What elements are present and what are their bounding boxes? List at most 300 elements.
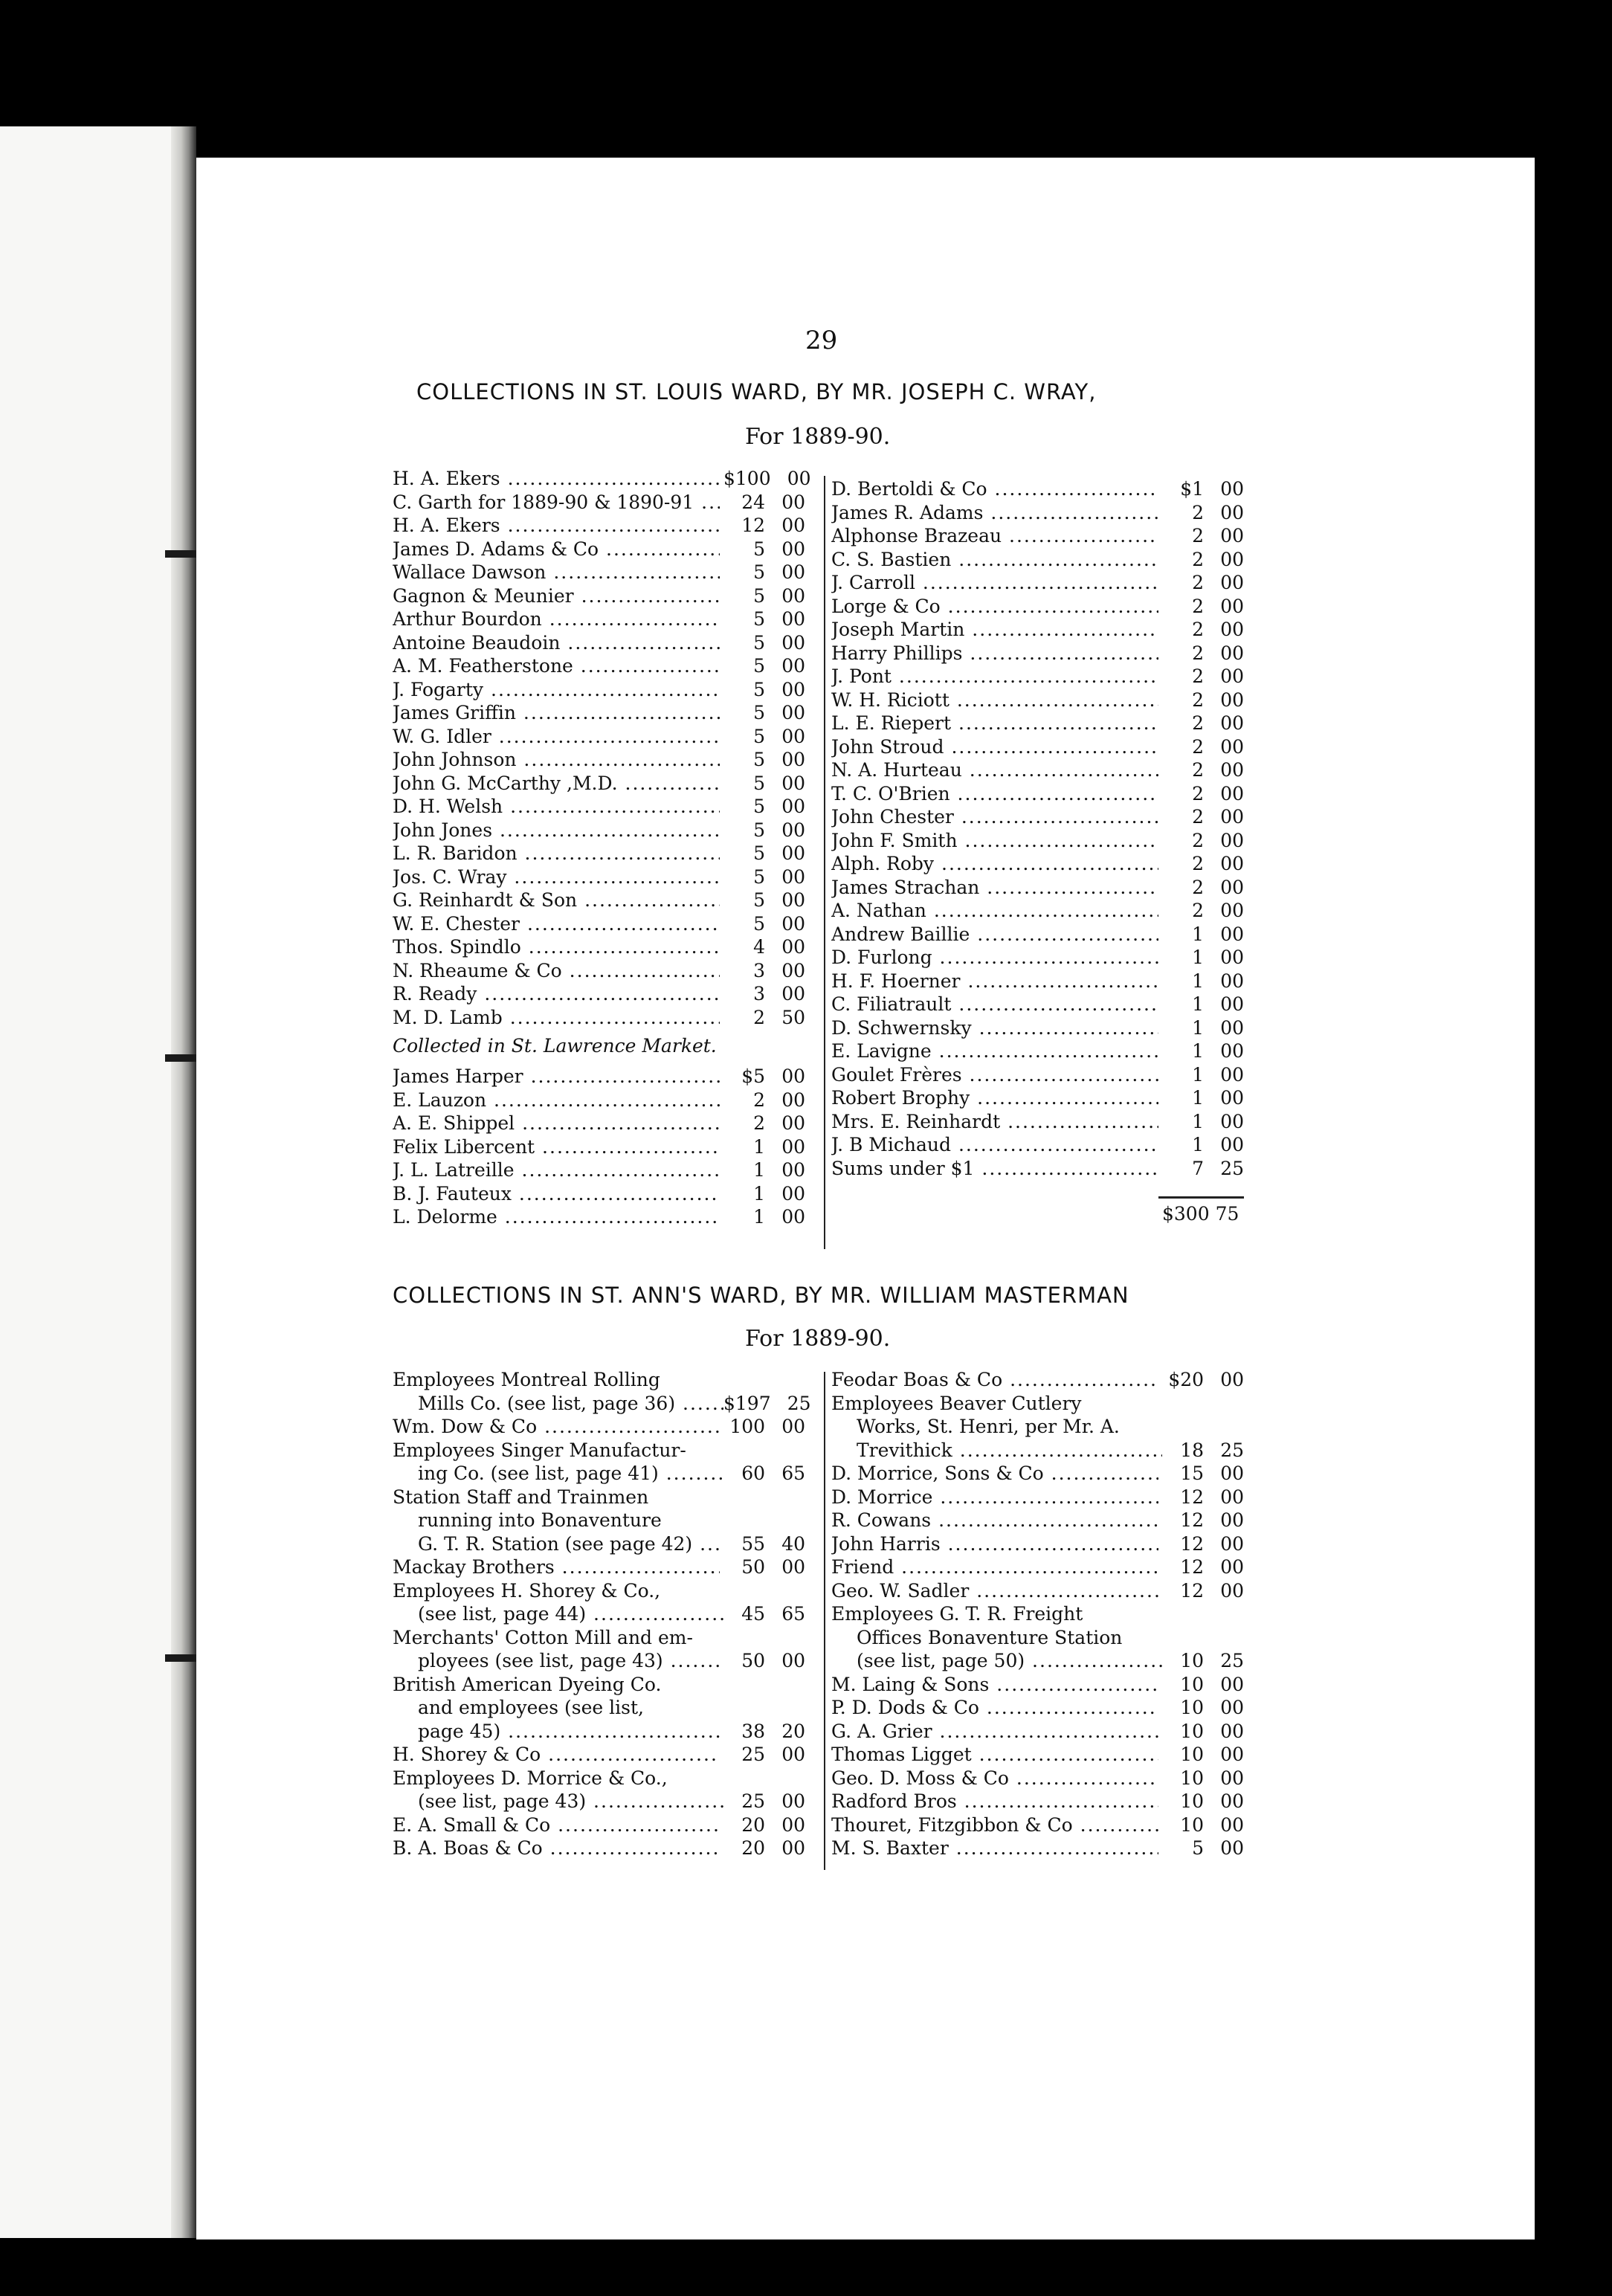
entry-name: J. Pont ..... bbox=[831, 665, 1158, 689]
entry-amount bbox=[723, 1006, 805, 1030]
entry-name: D. Bertoldi & Co ..... bbox=[831, 477, 1158, 501]
entry-amount bbox=[1162, 642, 1244, 665]
entry-amount bbox=[723, 1813, 805, 1837]
amount-dollars: 1 bbox=[753, 1206, 766, 1228]
ledger-entry bbox=[831, 1368, 1244, 1392]
amount-cents: 00 bbox=[781, 983, 805, 1004]
entry-name: James Griffin ..... bbox=[393, 701, 720, 725]
amount-cents: 00 bbox=[1220, 1016, 1244, 1039]
amount-dollars: 1 bbox=[1192, 1087, 1205, 1109]
ledger-entry bbox=[831, 946, 1244, 970]
entry-amount bbox=[1162, 805, 1244, 829]
entry-name: G. Reinhardt & Son ..... bbox=[393, 889, 720, 912]
amount-dollars: 5 bbox=[753, 538, 766, 560]
ledger-entry bbox=[393, 1089, 805, 1112]
entry-name: Mrs. E. Reinhardt ..... bbox=[831, 1110, 1158, 1134]
entry-amount bbox=[723, 1135, 805, 1159]
amount-dollars: 5 bbox=[753, 749, 766, 770]
entry-amount bbox=[1162, 1133, 1244, 1157]
amount-cents: 00 bbox=[1220, 501, 1244, 523]
entry-amount bbox=[1162, 1086, 1244, 1110]
ledger-entry bbox=[831, 1720, 1244, 1744]
entry-amount bbox=[1162, 1532, 1244, 1556]
entry-name: T. C. O'Brien ..... bbox=[831, 782, 1158, 806]
amount-cents: 00 bbox=[1220, 923, 1244, 945]
amount-dollars: $100 bbox=[723, 468, 771, 489]
entry-name: C. S. Bastien ..... bbox=[831, 548, 1158, 572]
amount-cents: 00 bbox=[781, 1790, 805, 1812]
amount-cents: 00 bbox=[1220, 572, 1244, 593]
entry-name: Thomas Ligget ..... bbox=[831, 1743, 1158, 1767]
entry-amount bbox=[1162, 595, 1244, 619]
amount-dollars: 2 bbox=[1192, 572, 1205, 593]
entry-amount bbox=[723, 538, 805, 561]
amount-cents: 00 bbox=[781, 1089, 805, 1111]
amount-dollars: 2 bbox=[1192, 900, 1205, 921]
amount-cents: 00 bbox=[1220, 993, 1244, 1015]
entry-amount bbox=[1162, 1649, 1244, 1673]
ledger-entry bbox=[831, 642, 1244, 665]
entry-name: (see list, page 50) ..... bbox=[831, 1649, 1184, 1673]
amount-cents: 25 bbox=[787, 1392, 811, 1414]
amount-cents: 00 bbox=[781, 1556, 805, 1578]
ledger-entry bbox=[393, 1790, 805, 1813]
entry-amount bbox=[723, 795, 805, 819]
market-subheading: Collected in St. Lawrence Market. bbox=[393, 1035, 717, 1057]
entry-name: Wm. Dow & Co ..... bbox=[393, 1415, 720, 1439]
entry-name: Geo. W. Sadler ..... bbox=[831, 1579, 1158, 1603]
entry-name: (see list, page 44) ..... bbox=[393, 1602, 745, 1626]
amount-dollars: 1 bbox=[1192, 1134, 1205, 1155]
st-louis-right-column bbox=[831, 477, 1244, 1180]
entry-name: H. A. Ekers ..... bbox=[393, 514, 720, 538]
ledger-entry bbox=[831, 618, 1244, 642]
entry-amount bbox=[1162, 712, 1244, 735]
amount-dollars: 5 bbox=[1192, 1837, 1205, 1859]
amount-dollars: 5 bbox=[753, 842, 766, 864]
amount-cents: 00 bbox=[781, 1112, 805, 1134]
ledger-entry bbox=[831, 571, 1244, 595]
amount-cents: 00 bbox=[1220, 642, 1244, 664]
ledger-entry bbox=[393, 1392, 811, 1416]
subtitle-text: For 1889-90. bbox=[745, 424, 891, 450]
amount-dollars: 5 bbox=[753, 678, 766, 700]
entry-amount bbox=[723, 819, 805, 842]
amount-cents: 00 bbox=[781, 538, 805, 560]
amount-cents: 00 bbox=[1220, 1720, 1244, 1742]
amount-dollars: 1 bbox=[1192, 970, 1205, 992]
entry-name: H. A. Ekers ..... bbox=[393, 467, 720, 491]
ledger-entry bbox=[393, 1462, 805, 1486]
amount-cents: 00 bbox=[1220, 595, 1244, 617]
ledger-entry bbox=[393, 538, 805, 561]
entry-amount bbox=[1162, 1813, 1244, 1837]
entry-amount bbox=[1162, 571, 1244, 595]
entry-name: J. Carroll ..... bbox=[831, 571, 1158, 595]
amount-cents: 00 bbox=[1220, 1744, 1244, 1765]
entry-amount bbox=[723, 1649, 805, 1673]
amount-dollars: 20 bbox=[741, 1813, 766, 1836]
ledger-entry bbox=[393, 889, 805, 912]
amount-cents: 00 bbox=[781, 865, 805, 888]
ledger-entry bbox=[831, 712, 1244, 735]
entry-amount bbox=[723, 607, 805, 631]
entry-amount bbox=[723, 1158, 805, 1182]
facing-page-edge bbox=[0, 126, 195, 2238]
amount-cents: 00 bbox=[781, 819, 805, 841]
ledger-entry bbox=[831, 1486, 1244, 1509]
ledger-entry bbox=[393, 1813, 805, 1837]
ledger-entry bbox=[393, 1532, 805, 1556]
section-subtitle-st-louis bbox=[745, 424, 890, 450]
entry-amount bbox=[1162, 1555, 1244, 1579]
ledger-entry bbox=[831, 876, 1244, 900]
amount-dollars: 10 bbox=[1180, 1697, 1205, 1718]
amount-cents: 00 bbox=[781, 1744, 805, 1765]
amount-dollars: 10 bbox=[1180, 1720, 1205, 1742]
entry-name: C. Filiatrault ..... bbox=[831, 993, 1158, 1016]
entry-amount bbox=[1162, 1673, 1244, 1697]
amount-dollars: 1 bbox=[1192, 923, 1205, 945]
ledger-entry bbox=[831, 1086, 1244, 1110]
ledger-entry bbox=[393, 514, 805, 538]
amount-cents: 00 bbox=[781, 725, 805, 747]
amount-dollars: 60 bbox=[741, 1463, 766, 1484]
entry-name: Joseph Martin ..... bbox=[831, 618, 1158, 642]
ledger-entry bbox=[831, 993, 1244, 1016]
amount-cents: 00 bbox=[781, 1206, 805, 1228]
entry-amount bbox=[1162, 899, 1244, 923]
entry-amount bbox=[723, 1720, 805, 1744]
entry-name: Wallace Dawson ..... bbox=[393, 561, 720, 584]
entry-amount bbox=[1162, 1462, 1244, 1486]
amount-dollars: 2 bbox=[1192, 548, 1205, 570]
amount-cents: 00 bbox=[1220, 1673, 1244, 1695]
entry-amount bbox=[723, 982, 805, 1006]
amount-cents: 00 bbox=[1220, 900, 1244, 921]
amount-cents: 00 bbox=[781, 515, 805, 536]
ledger-entry bbox=[831, 1532, 1244, 1556]
amount-cents: 00 bbox=[1220, 759, 1244, 781]
amount-cents: 00 bbox=[781, 749, 805, 770]
amount-dollars: 2 bbox=[753, 1112, 766, 1134]
ledger-entry bbox=[831, 524, 1244, 548]
entry-name: A. E. Shippel ..... bbox=[393, 1112, 720, 1135]
ledger-entry bbox=[393, 748, 805, 772]
entry-name: E. Lauzon ..... bbox=[393, 1089, 720, 1112]
amount-dollars: 5 bbox=[753, 889, 766, 911]
ledger-entry bbox=[831, 1462, 1244, 1486]
ledger-entry bbox=[831, 665, 1244, 689]
entry-name: Alphonse Brazeau ..... bbox=[831, 524, 1158, 548]
entry-name: M. D. Lamb ..... bbox=[393, 1006, 720, 1030]
entry-amount bbox=[723, 959, 805, 983]
entry-amount bbox=[1162, 501, 1244, 525]
entry-name: John Stroud ..... bbox=[831, 735, 1158, 759]
entry-continuation-line: Offices Bonaventure Station bbox=[857, 1626, 1123, 1648]
amount-cents: 00 bbox=[781, 1650, 805, 1671]
entry-name: E. A. Small & Co ..... bbox=[393, 1813, 720, 1837]
ledger-entry bbox=[831, 1649, 1244, 1673]
entry-name: C. Garth for 1889-90 & 1890-91 ..... bbox=[393, 491, 720, 515]
ledger-entry bbox=[831, 899, 1244, 923]
entry-name: Harry Phillips ..... bbox=[831, 642, 1158, 665]
entry-name: H. F. Hoerner ..... bbox=[831, 970, 1158, 993]
ledger-entry bbox=[393, 1602, 805, 1626]
amount-dollars: 2 bbox=[1192, 876, 1205, 898]
amount-dollars: 12 bbox=[1180, 1556, 1205, 1578]
book-spine bbox=[171, 126, 196, 2238]
market-list bbox=[393, 1065, 805, 1229]
ledger-entry bbox=[393, 1112, 805, 1135]
entry-name: Lorge & Co ..... bbox=[831, 595, 1158, 619]
entry-amount bbox=[723, 701, 805, 725]
st-anns-left-list bbox=[393, 1368, 811, 1860]
entry-name: Feodar Boas & Co ..... bbox=[831, 1368, 1158, 1392]
ledger-entry bbox=[393, 795, 805, 819]
entry-name: D. Morrice ..... bbox=[831, 1486, 1158, 1509]
entry-amount bbox=[1162, 1720, 1244, 1744]
entry-name: W. G. Idler ..... bbox=[393, 725, 720, 749]
entry-amount bbox=[1162, 618, 1244, 642]
entry-amount bbox=[1162, 735, 1244, 759]
amount-cents: 00 bbox=[781, 842, 805, 864]
amount-dollars: 1 bbox=[1192, 993, 1205, 1015]
entry-name: R. Ready ..... bbox=[393, 982, 720, 1006]
amount-dollars: 38 bbox=[741, 1720, 766, 1742]
amount-cents: 00 bbox=[1220, 1790, 1244, 1812]
amount-dollars: 50 bbox=[741, 1650, 766, 1671]
amount-dollars: 12 bbox=[1180, 1532, 1205, 1555]
amount-cents: 00 bbox=[1220, 1110, 1244, 1132]
entry-amount bbox=[1162, 1439, 1244, 1463]
amount-dollars: 12 bbox=[1180, 1579, 1205, 1602]
amount-cents: 65 bbox=[781, 1463, 805, 1484]
amount-dollars: 2 bbox=[1192, 619, 1205, 640]
entry-name: N. A. Hurteau ..... bbox=[831, 758, 1158, 782]
ledger-entry bbox=[393, 982, 805, 1006]
amount-cents: 00 bbox=[1220, 619, 1244, 640]
ledger-entry bbox=[831, 548, 1244, 572]
entry-amount bbox=[723, 1392, 811, 1416]
amount-cents: 00 bbox=[1220, 1486, 1244, 1508]
section-subtitle-st-anns bbox=[745, 1326, 890, 1352]
amount-dollars: 5 bbox=[753, 655, 766, 677]
entry-amount bbox=[1162, 876, 1244, 900]
entry-name: B. J. Fauteux ..... bbox=[393, 1182, 720, 1206]
column-divider bbox=[824, 476, 825, 1249]
entry-amount bbox=[1162, 477, 1244, 501]
ledger-entry bbox=[393, 1158, 805, 1182]
amount-dollars: 1 bbox=[1192, 1040, 1205, 1062]
entry-name: Arthur Bourdon ..... bbox=[393, 607, 720, 631]
entry-name: James Harper ..... bbox=[393, 1065, 720, 1089]
amount-dollars: 20 bbox=[741, 1837, 766, 1859]
page-number: 29 bbox=[805, 326, 838, 355]
entry-amount bbox=[1162, 1790, 1244, 1813]
st-louis-total bbox=[1162, 1203, 1239, 1225]
ledger-entry bbox=[831, 477, 1244, 501]
ledger-entry bbox=[393, 912, 805, 936]
entry-name: B. A. Boas & Co ..... bbox=[393, 1837, 720, 1860]
st-anns-right-list bbox=[831, 1368, 1244, 1860]
entry-amount bbox=[1162, 993, 1244, 1016]
amount-cents: 00 bbox=[781, 1135, 805, 1158]
amount-cents: 00 bbox=[781, 678, 805, 700]
amount-cents: 00 bbox=[1220, 525, 1244, 546]
ledger-entry bbox=[393, 654, 805, 678]
entry-name: Goulet Frères ..... bbox=[831, 1063, 1158, 1087]
amount-dollars: 5 bbox=[753, 912, 766, 935]
amount-cents: 00 bbox=[787, 468, 811, 489]
entry-amount bbox=[1162, 1509, 1244, 1532]
ledger-entry bbox=[831, 1063, 1244, 1087]
entry-amount bbox=[723, 842, 805, 865]
entry-name: Antoine Beaudoin ..... bbox=[393, 631, 720, 655]
amount-dollars: 100 bbox=[729, 1416, 766, 1437]
amount-cents: 00 bbox=[1220, 970, 1244, 992]
amount-cents: 00 bbox=[781, 1813, 805, 1836]
entry-amount bbox=[1162, 524, 1244, 548]
amount-dollars: 2 bbox=[1192, 665, 1205, 687]
entry-name: D. Furlong ..... bbox=[831, 946, 1158, 970]
entry-continuation-line: Employees H. Shorey & Co., bbox=[393, 1579, 661, 1602]
amount-cents: 00 bbox=[781, 1837, 805, 1859]
entry-continuation-line: running into Bonaventure bbox=[418, 1509, 662, 1531]
ledger-entry bbox=[831, 1767, 1244, 1790]
amount-dollars: 2 bbox=[1192, 853, 1205, 874]
entry-amount bbox=[1162, 665, 1244, 689]
amount-cents: 00 bbox=[781, 655, 805, 677]
entry-name: Thouret, Fitzgibbon & Co ..... bbox=[831, 1813, 1158, 1837]
amount-dollars: 5 bbox=[753, 631, 766, 654]
amount-cents: 00 bbox=[1220, 1087, 1244, 1109]
ledger-entry bbox=[393, 561, 805, 584]
amount-cents: 00 bbox=[1220, 1579, 1244, 1602]
amount-dollars: 5 bbox=[753, 608, 766, 630]
amount-cents: 00 bbox=[781, 1416, 805, 1437]
ledger-entry bbox=[393, 467, 811, 491]
amount-dollars: 1 bbox=[1192, 1063, 1205, 1086]
amount-dollars: 5 bbox=[753, 865, 766, 888]
amount-cents: 00 bbox=[1220, 1509, 1244, 1531]
entry-name: Andrew Baillie ..... bbox=[831, 923, 1158, 947]
amount-cents: 00 bbox=[1220, 735, 1244, 758]
entry-name: ing Co. (see list, page 41) ..... bbox=[393, 1462, 745, 1486]
amount-dollars: 2 bbox=[1192, 759, 1205, 781]
ledger-entry bbox=[831, 1110, 1244, 1134]
entry-name: James Strachan ..... bbox=[831, 876, 1158, 900]
amount-cents: 00 bbox=[1220, 548, 1244, 570]
amount-dollars: $5 bbox=[741, 1065, 766, 1087]
amount-cents: 00 bbox=[781, 889, 805, 911]
ledger-entry bbox=[393, 772, 805, 796]
entry-name: John F. Smith ..... bbox=[831, 829, 1158, 853]
amount-cents: 00 bbox=[1220, 853, 1244, 874]
amount-cents: 40 bbox=[781, 1532, 805, 1555]
entry-amount bbox=[1162, 829, 1244, 853]
entry-amount bbox=[723, 467, 811, 491]
amount-dollars: 10 bbox=[1180, 1673, 1205, 1695]
entry-continuation-line: Merchants' Cotton Mill and em- bbox=[393, 1626, 693, 1648]
entry-name: James R. Adams ..... bbox=[831, 501, 1158, 525]
entry-amount bbox=[1162, 1696, 1244, 1720]
amount-dollars: 5 bbox=[753, 702, 766, 723]
amount-dollars: 10 bbox=[1180, 1767, 1205, 1789]
amount-cents: 00 bbox=[781, 959, 805, 981]
entry-name: J. B Michaud ..... bbox=[831, 1133, 1158, 1157]
entry-amount bbox=[723, 1415, 805, 1439]
amount-cents: 00 bbox=[1220, 829, 1244, 851]
entry-name: P. D. Dods & Co ..... bbox=[831, 1696, 1158, 1720]
ledger-entry bbox=[393, 725, 805, 749]
amount-cents: 50 bbox=[781, 1006, 805, 1028]
amount-cents: 00 bbox=[1220, 665, 1244, 687]
entry-name: L. E. Riepert ..... bbox=[831, 712, 1158, 735]
ledger-entry bbox=[393, 1555, 805, 1579]
entry-amount bbox=[1162, 1039, 1244, 1063]
amount-cents: 00 bbox=[781, 584, 805, 607]
ledger-entry bbox=[393, 935, 805, 959]
amount-dollars: 2 bbox=[1192, 525, 1205, 546]
entry-name: Robert Brophy ..... bbox=[831, 1086, 1158, 1110]
ledger-entry bbox=[831, 1039, 1244, 1063]
total-dollars: $300 bbox=[1162, 1203, 1210, 1225]
entry-name: Gagnon & Meunier ..... bbox=[393, 584, 720, 608]
entry-amount bbox=[1162, 758, 1244, 782]
amount-dollars: 24 bbox=[741, 491, 766, 513]
ledger-entry bbox=[831, 1813, 1244, 1837]
entry-name: (see list, page 43) ..... bbox=[393, 1790, 745, 1813]
ledger-entry bbox=[831, 852, 1244, 876]
entry-name: D. H. Welsh ..... bbox=[393, 795, 720, 819]
amount-dollars: 2 bbox=[753, 1089, 766, 1111]
entry-continuation-line: British American Dyeing Co. bbox=[393, 1673, 662, 1695]
ledger-entry bbox=[831, 735, 1244, 759]
entry-name: John Johnson ..... bbox=[393, 748, 720, 772]
amount-dollars: 18 bbox=[1180, 1439, 1205, 1461]
entry-name: Geo. D. Moss & Co ..... bbox=[831, 1767, 1158, 1790]
entry-amount bbox=[723, 1837, 805, 1860]
amount-dollars: 10 bbox=[1180, 1813, 1205, 1836]
amount-cents: 00 bbox=[781, 1159, 805, 1181]
entry-name: W. H. Riciott ..... bbox=[831, 689, 1158, 712]
ledger-entry bbox=[831, 829, 1244, 853]
entry-name: Mackay Brothers ..... bbox=[393, 1555, 720, 1579]
amount-dollars: 2 bbox=[1192, 806, 1205, 828]
entry-amount bbox=[723, 654, 805, 678]
amount-cents: 65 bbox=[781, 1603, 805, 1625]
ledger-entry bbox=[831, 1579, 1244, 1603]
amount-cents: 00 bbox=[1220, 947, 1244, 968]
amount-cents: 00 bbox=[1220, 1040, 1244, 1062]
ledger-entry bbox=[831, 689, 1244, 712]
entry-name: M. Laing & Sons ..... bbox=[831, 1673, 1158, 1697]
amount-cents: 00 bbox=[781, 772, 805, 794]
entry-amount bbox=[723, 865, 805, 889]
amount-cents: 25 bbox=[1220, 1157, 1244, 1179]
amount-dollars: $1 bbox=[1180, 478, 1205, 500]
amount-dollars: 3 bbox=[753, 959, 766, 981]
ledger-entry bbox=[393, 678, 805, 702]
amount-dollars: 2 bbox=[1192, 735, 1205, 758]
section-title-st-anns: COLLECTIONS IN ST. ANN'S WARD, BY MR. WILLIAM MASTERMAN bbox=[393, 1283, 1129, 1308]
entry-amount bbox=[723, 1182, 805, 1206]
entry-amount bbox=[1162, 1743, 1244, 1767]
ledger-entry bbox=[393, 865, 805, 889]
entry-continuation-line: Employees Beaver Cutlery bbox=[831, 1392, 1082, 1414]
amount-dollars: 5 bbox=[753, 584, 766, 607]
